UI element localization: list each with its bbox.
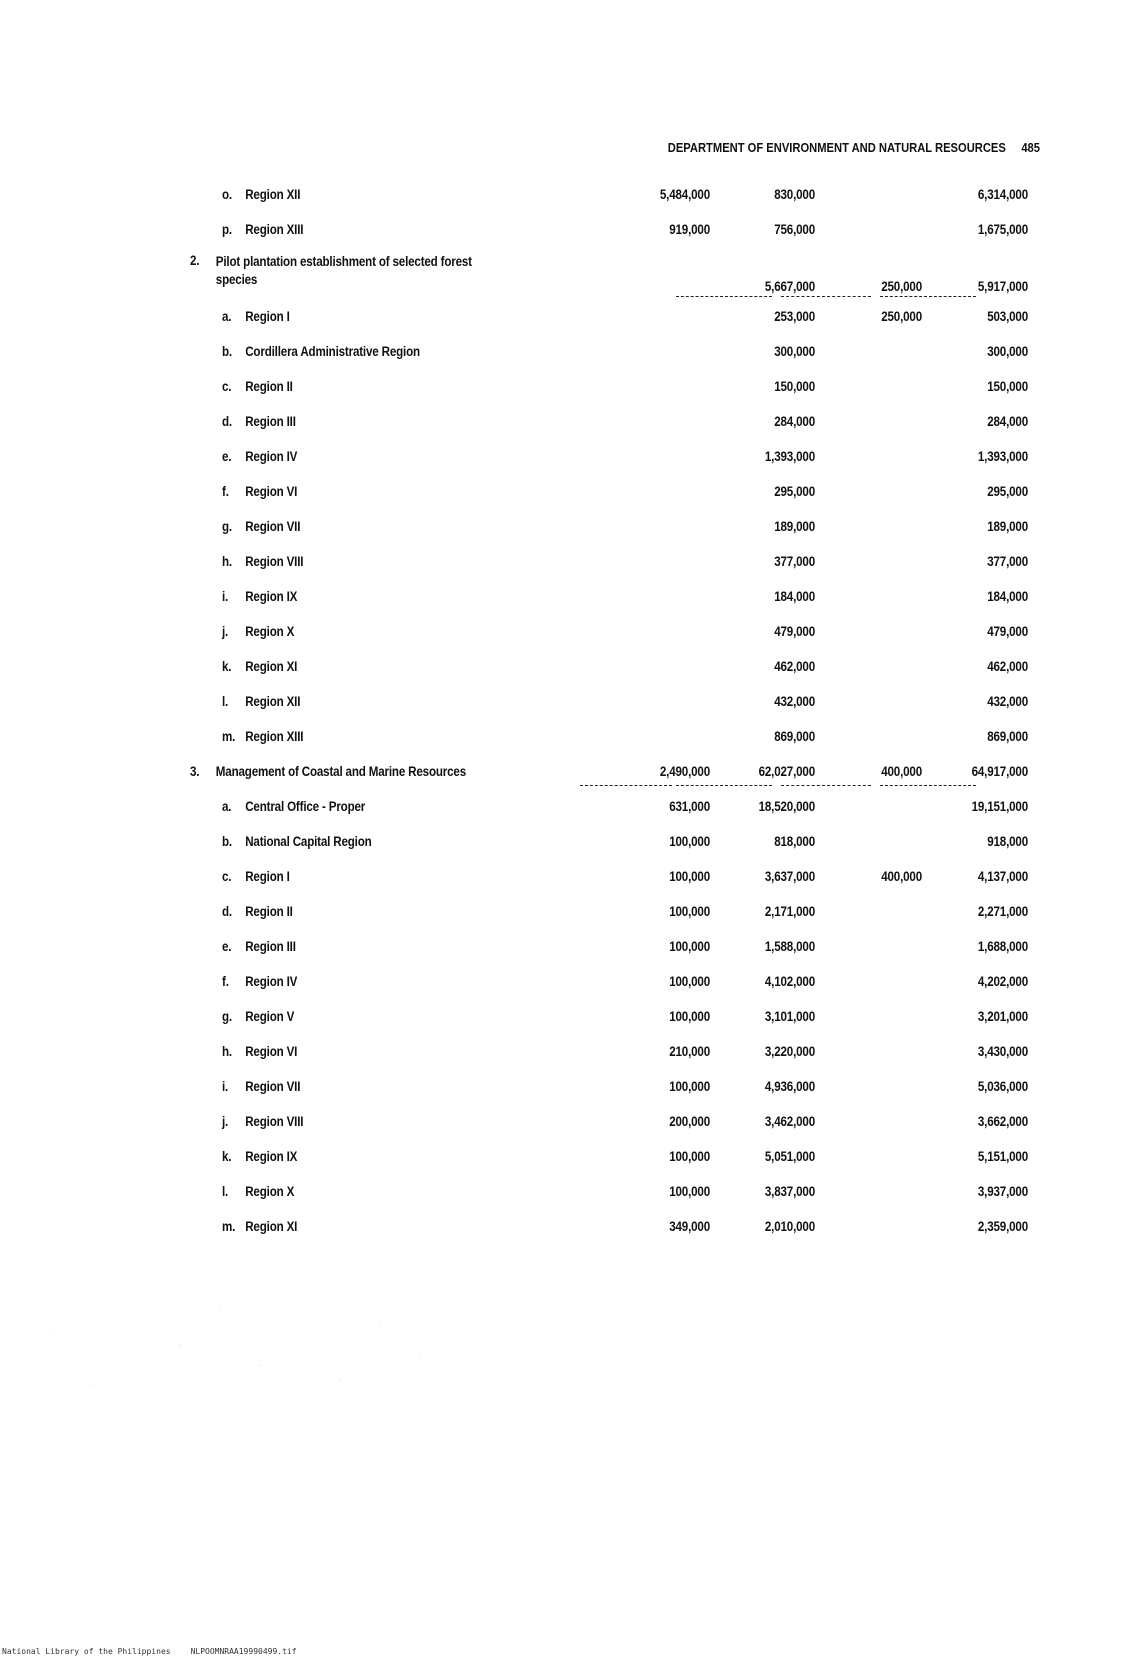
mooe-value: 462,000 bbox=[774, 658, 815, 674]
personal-services-value: 100,000 bbox=[669, 1078, 710, 1094]
table-row bbox=[0, 1145, 1144, 1167]
capital-outlay-value: 400,000 bbox=[881, 868, 922, 884]
item-label: Region VI bbox=[245, 1043, 298, 1059]
row-label bbox=[222, 655, 592, 677]
total-value: 6,314,000 bbox=[977, 186, 1028, 202]
item-label: National Capital Region bbox=[245, 833, 372, 849]
subtotal-rule bbox=[781, 785, 871, 786]
item-label: Region I bbox=[245, 868, 290, 884]
personal-services-value: 210,000 bbox=[669, 1043, 710, 1059]
personal-services-value: 100,000 bbox=[669, 903, 710, 919]
item-number: g. bbox=[222, 518, 232, 534]
row-label bbox=[222, 900, 592, 922]
item-number: g. bbox=[222, 1008, 232, 1024]
item-label: Region VIII bbox=[245, 1113, 304, 1129]
item-number: h. bbox=[222, 1043, 232, 1059]
table-row bbox=[0, 830, 1144, 852]
capital-outlay-value bbox=[827, 375, 922, 397]
capital-outlay-value bbox=[827, 935, 922, 957]
item-number: d. bbox=[222, 903, 232, 919]
mooe-value: 18,520,000 bbox=[758, 798, 815, 814]
table-row bbox=[0, 253, 1144, 297]
table-row bbox=[0, 865, 1144, 887]
row-label bbox=[222, 1075, 592, 1097]
row-label bbox=[222, 1215, 592, 1237]
mooe-value: 253,000 bbox=[774, 308, 815, 324]
table-row bbox=[0, 445, 1144, 467]
total-value: 479,000 bbox=[987, 623, 1028, 639]
row-label bbox=[222, 1040, 592, 1062]
row-label bbox=[222, 183, 592, 205]
item-number: p. bbox=[222, 221, 232, 237]
row-label bbox=[222, 690, 592, 712]
mooe-value: 3,837,000 bbox=[764, 1183, 815, 1199]
item-number: c. bbox=[222, 868, 232, 884]
table-row bbox=[0, 690, 1144, 712]
table-row bbox=[0, 1040, 1144, 1062]
item-number: k. bbox=[222, 1148, 232, 1164]
mooe-value: 184,000 bbox=[774, 588, 815, 604]
total-value: 462,000 bbox=[987, 658, 1028, 674]
capital-outlay-value bbox=[827, 183, 922, 205]
item-label: Management of Coastal and Marine Resources bbox=[215, 763, 467, 779]
mooe-value: 295,000 bbox=[774, 483, 815, 499]
item-label: Region VII bbox=[245, 518, 301, 534]
capital-outlay-value bbox=[827, 1005, 922, 1027]
total-value: 377,000 bbox=[987, 553, 1028, 569]
total-value: 4,137,000 bbox=[977, 868, 1028, 884]
table-row bbox=[0, 218, 1144, 240]
item-number: l. bbox=[222, 1183, 229, 1199]
table-row bbox=[0, 550, 1144, 572]
total-value: 295,000 bbox=[987, 483, 1028, 499]
table-row bbox=[0, 900, 1144, 922]
row-label bbox=[222, 585, 592, 607]
total-value: 184,000 bbox=[987, 588, 1028, 604]
table-row bbox=[0, 340, 1144, 362]
item-label: Region IX bbox=[245, 588, 298, 604]
capital-outlay-value bbox=[827, 725, 922, 747]
total-value: 869,000 bbox=[987, 728, 1028, 744]
item-number: a. bbox=[222, 308, 232, 324]
personal-services-value: 5,484,000 bbox=[659, 186, 710, 202]
capital-outlay-value bbox=[827, 218, 922, 240]
total-value: 918,000 bbox=[987, 833, 1028, 849]
item-label: Region V bbox=[245, 1008, 295, 1024]
table-row bbox=[0, 1215, 1144, 1237]
page-header bbox=[627, 140, 1040, 162]
item-number: i. bbox=[222, 588, 229, 604]
mooe-value: 4,102,000 bbox=[764, 973, 815, 989]
total-value: 3,662,000 bbox=[977, 1113, 1028, 1129]
item-label: Region XI bbox=[245, 658, 298, 674]
row-label bbox=[222, 410, 592, 432]
subtotal-rule bbox=[676, 296, 772, 297]
table-row bbox=[0, 375, 1144, 397]
table-row bbox=[0, 620, 1144, 642]
table-row bbox=[0, 480, 1144, 502]
personal-services-value bbox=[615, 620, 710, 642]
table-row bbox=[0, 935, 1144, 957]
item-label: Central Office - Proper bbox=[245, 798, 366, 814]
page-number: 485 bbox=[1021, 140, 1040, 155]
personal-services-value: 631,000 bbox=[669, 798, 710, 814]
mooe-value: 3,462,000 bbox=[764, 1113, 815, 1129]
capital-outlay-value bbox=[827, 1215, 922, 1237]
item-label: Region X bbox=[245, 1183, 295, 1199]
item-label: Region X bbox=[245, 623, 295, 639]
personal-services-value: 100,000 bbox=[669, 868, 710, 884]
row-label bbox=[222, 445, 592, 467]
mooe-value: 62,027,000 bbox=[758, 763, 815, 779]
table-row bbox=[0, 655, 1144, 677]
row-label bbox=[222, 795, 592, 817]
row-label bbox=[222, 935, 592, 957]
item-number: i. bbox=[222, 1078, 229, 1094]
item-number: h. bbox=[222, 553, 232, 569]
personal-services-value: 100,000 bbox=[669, 833, 710, 849]
total-value: 150,000 bbox=[987, 378, 1028, 394]
total-value: 1,675,000 bbox=[977, 221, 1028, 237]
row-label bbox=[222, 620, 592, 642]
row-label bbox=[190, 760, 560, 782]
item-label: Region IV bbox=[245, 973, 298, 989]
mooe-value: 284,000 bbox=[774, 413, 815, 429]
total-value: 3,430,000 bbox=[977, 1043, 1028, 1059]
personal-services-value bbox=[615, 655, 710, 677]
total-value: 3,201,000 bbox=[977, 1008, 1028, 1024]
scan-noise bbox=[30, 1290, 490, 1400]
item-label: Region XIII bbox=[245, 728, 304, 744]
capital-outlay-value bbox=[827, 585, 922, 607]
table-row bbox=[0, 795, 1144, 817]
item-number: 3. bbox=[190, 763, 200, 779]
total-value: 5,917,000 bbox=[977, 278, 1028, 294]
item-number: o. bbox=[222, 186, 232, 202]
subtotal-rule bbox=[781, 296, 871, 297]
table-row bbox=[0, 1180, 1144, 1202]
personal-services-value bbox=[615, 550, 710, 572]
capital-outlay-value bbox=[827, 620, 922, 642]
item-label: Region VIII bbox=[245, 553, 304, 569]
total-value: 189,000 bbox=[987, 518, 1028, 534]
mooe-value: 5,667,000 bbox=[764, 278, 815, 294]
capital-outlay-value bbox=[827, 340, 922, 362]
total-value: 284,000 bbox=[987, 413, 1028, 429]
table-row bbox=[0, 760, 1144, 782]
mooe-value: 300,000 bbox=[774, 343, 815, 359]
item-label: Region VII bbox=[245, 1078, 301, 1094]
total-value: 432,000 bbox=[987, 693, 1028, 709]
personal-services-value bbox=[615, 515, 710, 537]
personal-services-value bbox=[615, 480, 710, 502]
personal-services-value: 100,000 bbox=[669, 1008, 710, 1024]
table-row bbox=[0, 1005, 1144, 1027]
item-number: 2. bbox=[190, 253, 200, 268]
scan-footer bbox=[0, 1644, 602, 1658]
item-label: Region III bbox=[245, 938, 296, 954]
personal-services-value bbox=[615, 305, 710, 327]
personal-services-value: 919,000 bbox=[669, 221, 710, 237]
item-label: Region XIII bbox=[245, 221, 304, 237]
item-label: Region XII bbox=[245, 693, 301, 709]
item-label: Region XI bbox=[245, 1218, 298, 1234]
item-number: m. bbox=[222, 1218, 236, 1234]
total-value: 1,393,000 bbox=[977, 448, 1028, 464]
total-value: 4,202,000 bbox=[977, 973, 1028, 989]
total-value: 3,937,000 bbox=[977, 1183, 1028, 1199]
capital-outlay-value bbox=[827, 1040, 922, 1062]
personal-services-value bbox=[615, 725, 710, 747]
row-label bbox=[222, 218, 592, 240]
item-number: b. bbox=[222, 833, 232, 849]
mooe-value: 869,000 bbox=[774, 728, 815, 744]
row-label bbox=[222, 970, 592, 992]
row-label bbox=[222, 480, 592, 502]
row-label bbox=[222, 1110, 592, 1132]
mooe-value: 3,101,000 bbox=[764, 1008, 815, 1024]
total-value: 2,271,000 bbox=[977, 903, 1028, 919]
total-value: 2,359,000 bbox=[977, 1218, 1028, 1234]
row-label bbox=[222, 515, 592, 537]
personal-services-value: 100,000 bbox=[669, 1183, 710, 1199]
personal-services-value: 100,000 bbox=[669, 973, 710, 989]
total-value: 5,151,000 bbox=[977, 1148, 1028, 1164]
personal-services-value: 100,000 bbox=[669, 938, 710, 954]
mooe-value: 1,588,000 bbox=[764, 938, 815, 954]
capital-outlay-value bbox=[827, 1110, 922, 1132]
total-value: 64,917,000 bbox=[971, 763, 1028, 779]
capital-outlay-value bbox=[827, 970, 922, 992]
item-label: Region II bbox=[245, 903, 293, 919]
row-label bbox=[222, 340, 592, 362]
footer-library: National Library of the Philippines bbox=[2, 1646, 171, 1656]
item-label: Region VI bbox=[245, 483, 298, 499]
item-label: Pilot plantation establishment of selected forest species bbox=[215, 254, 472, 287]
item-number: f. bbox=[222, 483, 229, 499]
row-label bbox=[222, 725, 592, 747]
row-label bbox=[222, 865, 592, 887]
capital-outlay-value bbox=[827, 830, 922, 852]
item-number: e. bbox=[222, 448, 232, 464]
capital-outlay-value bbox=[827, 515, 922, 537]
table-row bbox=[0, 1110, 1144, 1132]
item-number: b. bbox=[222, 343, 232, 359]
mooe-value: 1,393,000 bbox=[764, 448, 815, 464]
row-label bbox=[222, 1180, 592, 1202]
item-label: Region II bbox=[245, 378, 293, 394]
mooe-value: 756,000 bbox=[774, 221, 815, 237]
subtotal-rule bbox=[880, 785, 976, 786]
personal-services-value bbox=[615, 410, 710, 432]
personal-services-value bbox=[615, 690, 710, 712]
item-number: e. bbox=[222, 938, 232, 954]
header-title: DEPARTMENT OF ENVIRONMENT AND NATURAL RESOURCES bbox=[667, 140, 1006, 155]
table-row bbox=[0, 515, 1144, 537]
mooe-value: 150,000 bbox=[774, 378, 815, 394]
capital-outlay-value: 250,000 bbox=[881, 308, 922, 324]
mooe-value: 2,010,000 bbox=[764, 1218, 815, 1234]
capital-outlay-value bbox=[827, 550, 922, 572]
capital-outlay-value: 400,000 bbox=[881, 763, 922, 779]
capital-outlay-value bbox=[827, 690, 922, 712]
item-number: m. bbox=[222, 728, 236, 744]
capital-outlay-value bbox=[827, 795, 922, 817]
table-row bbox=[0, 725, 1144, 747]
capital-outlay-value bbox=[827, 410, 922, 432]
item-number: a. bbox=[222, 798, 232, 814]
row-label bbox=[222, 375, 592, 397]
subtotal-rule bbox=[880, 296, 976, 297]
personal-services-value bbox=[615, 275, 710, 297]
personal-services-value bbox=[615, 445, 710, 467]
subtotal-rule bbox=[676, 785, 772, 786]
mooe-value: 818,000 bbox=[774, 833, 815, 849]
item-number: c. bbox=[222, 378, 232, 394]
personal-services-value: 2,490,000 bbox=[659, 763, 710, 779]
item-number: j. bbox=[222, 623, 229, 639]
personal-services-value bbox=[615, 375, 710, 397]
personal-services-value bbox=[615, 340, 710, 362]
personal-services-value: 200,000 bbox=[669, 1113, 710, 1129]
mooe-value: 4,936,000 bbox=[764, 1078, 815, 1094]
row-label bbox=[190, 253, 560, 297]
capital-outlay-value: 250,000 bbox=[881, 278, 922, 294]
item-label: Region IV bbox=[245, 448, 298, 464]
total-value: 1,688,000 bbox=[977, 938, 1028, 954]
capital-outlay-value bbox=[827, 900, 922, 922]
mooe-value: 3,637,000 bbox=[764, 868, 815, 884]
capital-outlay-value bbox=[827, 1180, 922, 1202]
row-label bbox=[222, 1005, 592, 1027]
item-number: d. bbox=[222, 413, 232, 429]
capital-outlay-value bbox=[827, 1075, 922, 1097]
subtotal-rule bbox=[580, 785, 672, 786]
capital-outlay-value bbox=[827, 655, 922, 677]
total-value: 300,000 bbox=[987, 343, 1028, 359]
item-label: Cordillera Administrative Region bbox=[245, 343, 420, 359]
table-row bbox=[0, 1075, 1144, 1097]
personal-services-value: 100,000 bbox=[669, 1148, 710, 1164]
mooe-value: 377,000 bbox=[774, 553, 815, 569]
item-number: k. bbox=[222, 658, 232, 674]
table-row bbox=[0, 183, 1144, 205]
item-number: j. bbox=[222, 1113, 229, 1129]
mooe-value: 830,000 bbox=[774, 186, 815, 202]
item-number: f. bbox=[222, 973, 229, 989]
footer-file: NLPOOMNRAA19990499.tif bbox=[190, 1646, 297, 1656]
row-label bbox=[222, 550, 592, 572]
table-row bbox=[0, 970, 1144, 992]
table-row bbox=[0, 305, 1144, 327]
item-label: Region III bbox=[245, 413, 296, 429]
table-row bbox=[0, 585, 1144, 607]
row-label bbox=[222, 305, 592, 327]
capital-outlay-value bbox=[827, 480, 922, 502]
capital-outlay-value bbox=[827, 1145, 922, 1167]
row-label bbox=[222, 830, 592, 852]
mooe-value: 2,171,000 bbox=[764, 903, 815, 919]
total-value: 503,000 bbox=[987, 308, 1028, 324]
mooe-value: 3,220,000 bbox=[764, 1043, 815, 1059]
personal-services-value: 349,000 bbox=[669, 1218, 710, 1234]
mooe-value: 479,000 bbox=[774, 623, 815, 639]
mooe-value: 5,051,000 bbox=[764, 1148, 815, 1164]
item-label: Region XII bbox=[245, 186, 301, 202]
row-label bbox=[222, 1145, 592, 1167]
total-value: 19,151,000 bbox=[971, 798, 1028, 814]
item-label: Region I bbox=[245, 308, 290, 324]
total-value: 5,036,000 bbox=[977, 1078, 1028, 1094]
mooe-value: 189,000 bbox=[774, 518, 815, 534]
capital-outlay-value bbox=[827, 445, 922, 467]
item-label: Region IX bbox=[245, 1148, 298, 1164]
item-number: l. bbox=[222, 693, 229, 709]
personal-services-value bbox=[615, 585, 710, 607]
table-row bbox=[0, 410, 1144, 432]
mooe-value: 432,000 bbox=[774, 693, 815, 709]
